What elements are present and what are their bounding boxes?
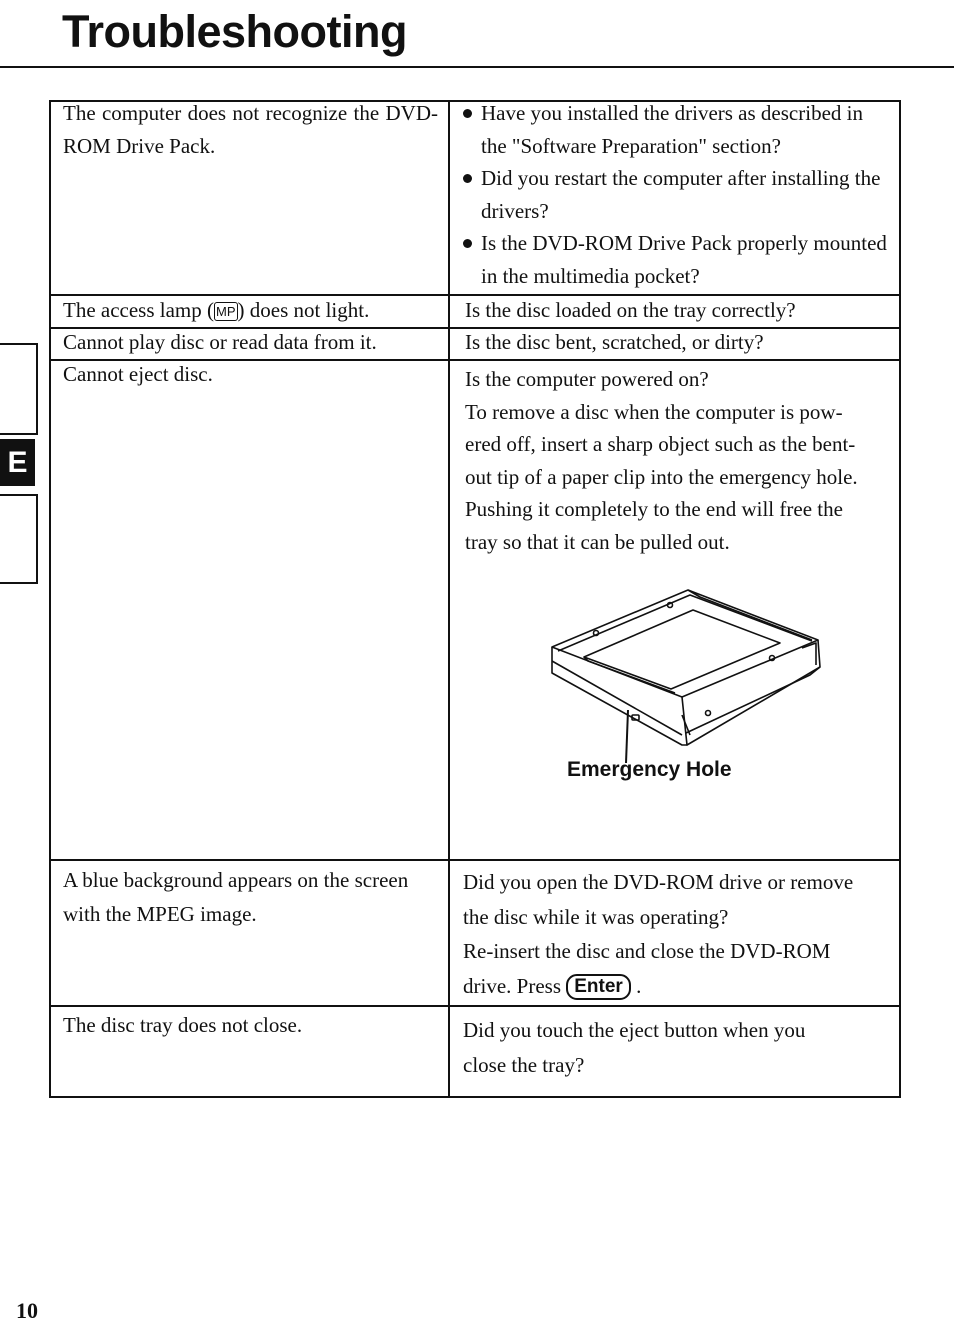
answer-text: [463, 1013, 889, 1083]
answer-line: the disc while it was operating?: [463, 904, 729, 929]
answer-line: Re-insert the disc and close the DVD-ROM: [463, 939, 831, 963]
answer-item: Have you installed the drivers as described in the "Software Preparation" section?: [463, 97, 889, 162]
answer-line: ered off, insert a sharp object such as the bent-: [465, 432, 856, 456]
problem-text: Cannot play disc or read data from it.: [63, 330, 377, 354]
answer-text-part: .: [630, 973, 642, 998]
answer-list: [463, 97, 889, 292]
column-divider: [448, 100, 450, 1098]
section-index-box: [0, 343, 38, 435]
section-tab: E: [0, 439, 35, 486]
mp-lamp-icon: MP: [216, 304, 236, 319]
answer-line: [463, 969, 889, 1004]
problem-text: A blue background appears on the screen with the MPEG image.: [63, 868, 409, 926]
answer-text: Is the disc bent, scratched, or dirty?: [465, 330, 764, 354]
problem-text-part: ) does not light.: [237, 298, 370, 322]
title-rule: [0, 66, 954, 68]
answer-item: Is the DVD-ROM Drive Pack properly mounted in the multimedia pocket?: [463, 227, 889, 292]
row-divider: [49, 859, 901, 861]
problem-text: The computer does not recognize the DVD-ROM Drive Pack.: [63, 101, 438, 158]
dvd-drive-illustration: [540, 585, 830, 765]
answer-text: Is the disc loaded on the tray correctly?: [465, 298, 796, 322]
answer-line: tray so that it can be pulled out.: [465, 529, 730, 554]
answer-text-part: drive. Press: [463, 973, 567, 998]
answer-line: Pushing it completely to the end will free the: [465, 497, 843, 521]
section-index-box: [0, 494, 38, 584]
answer-line: out tip of a paper clip into the emergency hole.: [465, 464, 858, 489]
answer-line: To remove a disc when the computer is pow-: [465, 399, 843, 424]
problem-text: [63, 294, 438, 327]
answer-text: [465, 363, 889, 558]
emergency-hole-label: Emergency Hole: [567, 758, 732, 781]
table-border: [899, 100, 901, 1098]
problem-text: The disc tray does not close.: [63, 1013, 303, 1037]
answer-line: Did you open the DVD-ROM drive or remove: [463, 870, 854, 894]
answer-line: Is the computer powered on?: [465, 367, 709, 391]
table-border: [49, 100, 51, 1098]
row-divider: [49, 1005, 901, 1007]
page-number: 10: [16, 1298, 38, 1323]
answer-item: Did you restart the computer after installing the drivers?: [463, 162, 889, 227]
enter-key-icon: Enter: [566, 974, 631, 1000]
problem-text-part: The access lamp (: [63, 298, 215, 322]
row-divider: [49, 1096, 901, 1098]
problem-text: Cannot eject disc.: [63, 362, 213, 386]
page-title: Troubleshooting: [62, 6, 407, 57]
answer-text: [463, 865, 889, 1003]
answer-line: Did you touch the eject button when you: [463, 1018, 806, 1042]
answer-line: close the tray?: [463, 1053, 585, 1077]
